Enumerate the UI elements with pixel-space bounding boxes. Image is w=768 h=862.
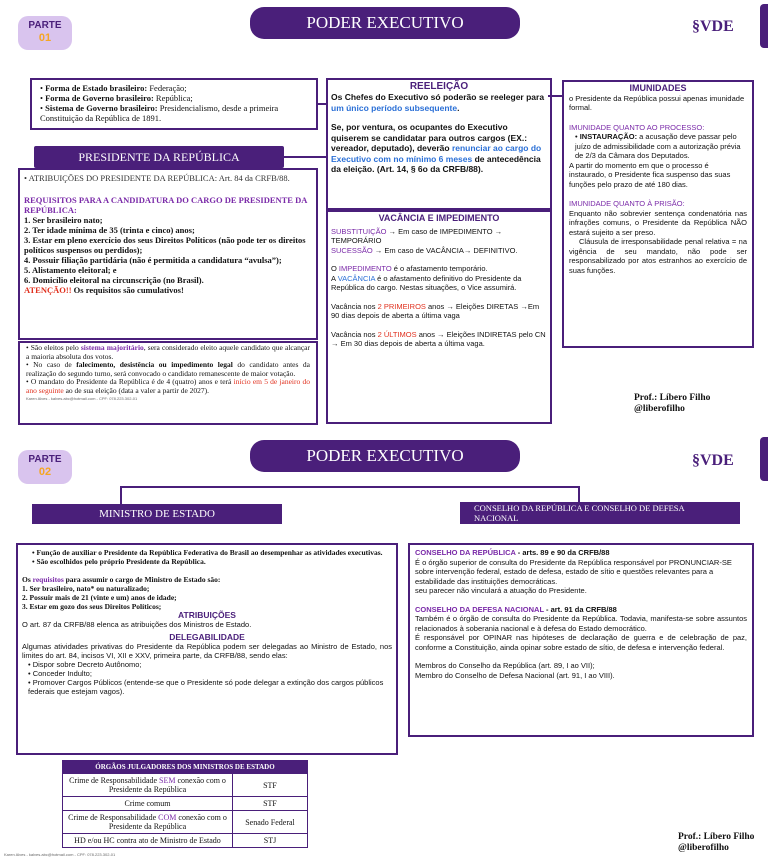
requirements-list [24, 215, 312, 285]
table-cell: STF [233, 774, 308, 797]
parte-label: PARTE [28, 454, 62, 465]
republic-council-title: CONSELHO DA REPÚBLICA - arts. 89 e 90 da CRFB/88 [415, 548, 610, 557]
list-item: • São eleitos pelo sistema majoritário, sera considerado eleito aquele candidato que alcançar a maioria absoluta dos votos. [26, 343, 310, 361]
table-cell: Crime de Responsabilidade COM conexão com o Presidente da República [63, 811, 233, 834]
table-row [63, 811, 308, 834]
table-cell: STJ [233, 834, 308, 848]
prison-immunity-text: Enquanto não sobrevier sentença condenatória nas infrações comuns, o Presidente da República NÃO estará sujeito a ser preso. [569, 208, 747, 237]
president-box [18, 168, 318, 340]
list-item: • INSTAURAÇÃO: a acusação deve passar pelo juízo de admissibilidade com a autorização prévia de 2/3 da Câmara dos Deputados. [575, 132, 741, 160]
defense-council-text: Também é o órgão de consulta do Presidente da República. Todavia, manifesta-se sobre assuntos relacionados à soberania nacional e à defesa do Estado democrático. [415, 614, 747, 633]
logo-text: VDE [700, 18, 734, 35]
parte-label: PARTE [28, 20, 62, 31]
list-item: • Promover Cargos Públicos (entende-se que o Presidente só pode delegar a extinção dos cargos públicos federais que estejam vagos). [28, 678, 384, 696]
vacancy-text: A VACÂNCIA é o afastamento definitivo do Presidente da República do cargo. Nestas situações, o Vice assumirá. [331, 273, 522, 292]
election-box [18, 341, 318, 425]
table-header-row [63, 761, 308, 774]
side-tab [760, 437, 768, 481]
connector-line [120, 486, 580, 488]
list-item: 6. Domicílio eleitoral na circunscrição (no Brasil). [24, 275, 204, 285]
parte-badge [18, 450, 72, 484]
prison-immunity-text-2: Cláusula de irresponsabilidade penal relativa = na vigência de seu mandato, não pode ser responsabilizado por atos estranhos ao exercício de suas funções. [569, 237, 747, 275]
president-title: PRESIDENTE DA REPÚBLICA [34, 146, 284, 168]
vacancy-last-years: Vacância nos 2 ÚLTIMOS anos → Eleições INDIRETAS pelo CN → Em 30 dias depois de aberta a última vaga. [331, 329, 546, 348]
list-item: • Função de auxiliar o Presidente da República Federativa do Brasil ao desempenhar as atividades executivas. [32, 548, 383, 557]
delegability-text: Algumas atividades privativas do Presidente da República podem ser delegadas ao Ministro de Estado, nos limites do art. 84, incisos VI, XII e XXV, primeira parte, da CRFB/88, sendo elas: [22, 642, 392, 660]
brand-logo [692, 452, 734, 470]
delegability-title: DELEGABILIDADE [169, 632, 245, 642]
author-signature [634, 393, 710, 415]
list-item: • Forma de Governo brasileiro: República; [40, 93, 193, 103]
minister-title: MINISTRO DE ESTADO [32, 504, 282, 524]
attributions-title: ATRIBUIÇÕES [178, 610, 236, 620]
delegability-list [22, 660, 392, 696]
logo-text: VDE [700, 452, 734, 469]
attention-note: ATENÇÃO!! Os requisitos são cumulativos! [24, 285, 184, 295]
reelection-box [326, 78, 552, 210]
author-name: Prof.: Líbero Filho [634, 393, 711, 403]
watermark: Karen Alves - kalves.abc@hotmail.com - CPF: 078.223.302-01 [4, 852, 116, 857]
table-row [63, 797, 308, 811]
connector-line [318, 103, 326, 105]
reelection-text-2: Se, por ventura, os ocupantes do Executivo quiserem se candidatar para outros cargos (EX.: vereador, deputado), deverão renunciar ao cargo do Executivo com no mínimo 6 meses de antecedência da eleição. (Art. 14, § 6o da CRFB/88). [331, 122, 542, 174]
reelection-text: Os Chefes do Executivo só poderão se reeleger para um único período subsequente. [331, 92, 545, 113]
author-handle: @liberofilho [678, 843, 729, 853]
table-cell: STF [233, 797, 308, 811]
leaf-icon: § [692, 452, 700, 469]
judging-table [62, 760, 308, 848]
republic-council-text-2: seu parecer não vinculará a atuação do Presidente. [415, 586, 587, 595]
page-title: PODER EXECUTIVO [250, 7, 520, 39]
members-text-2: Membro do Conselho de Defesa Nacional (art. 91, I ao VIII). [415, 670, 615, 680]
list-item: • No caso de falecimento, desistência ou impedimento legal do candidato antes da realização do segundo turno, será convocado o candidato remanescente de maior votação. [26, 360, 310, 378]
list-item: • Dispor sobre Decreto Autônomo; [28, 660, 142, 669]
succession-text: SUCESSÃO → Em caso de VACÂNCIA→ DEFINITIVO. [331, 245, 518, 255]
minister-requirements: Os requisitos para assumir o cargo de Ministro de Estado são: [22, 575, 221, 584]
vacancy-title: VACÂNCIA E IMPEDIMENTO [378, 213, 500, 223]
list-item: • São escolhidos pelo próprio Presidente da República. [32, 557, 206, 566]
table-cell: Crime comum [63, 797, 233, 811]
parte-number: 01 [38, 32, 52, 44]
author-handle: @liberofilho [634, 404, 685, 414]
list-item: 2. Ter idade mínima de 35 (trinta e cinco) anos; [24, 225, 195, 235]
council-box [408, 543, 754, 737]
substitution-text: SUBSTITUIÇÃO → Em caso de IMPEDIMENTO → TEMPORÁRIO [331, 226, 503, 245]
process-immunity-title: IMUNIDADE QUANTO AO PROCESSO: [569, 122, 705, 132]
list-item: • Forma de Estado brasileiro: Federação; [40, 83, 187, 93]
side-tab [760, 4, 768, 48]
leaf-icon: § [692, 18, 700, 35]
list-item: 3. Estar em gozo dos seus Direitos Políticos; [22, 602, 162, 611]
list-item: • O mandato do Presidente da República é de 4 (quatro) anos e terá início em 5 de janeiro do ano seguinte ao de sua eleição (data a valer a partir de 2027). [26, 377, 310, 395]
table-row [63, 774, 308, 797]
table-row [63, 834, 308, 848]
connector-line [578, 486, 580, 502]
author-signature [678, 832, 754, 854]
republic-council-text: É o órgão superior de consulta do Presidente da República responsável por PRONUNCIAR-SE sobre intervenção federal, estado de defesa, estado de sítio e questões relevantes para a estabilidade das instituições democráticas. [415, 557, 732, 586]
defense-council-title: CONSELHO DA DEFESA NACIONAL - art. 91 da CRFB/88 [415, 604, 617, 614]
list-item: 2. Possuir mais de 21 (vinte e um) anos de idade; [22, 593, 177, 602]
table-title: ÓRGÃOS JULGADORES DOS MINISTROS DE ESTADO [63, 761, 308, 774]
brand-logo [692, 18, 734, 36]
defense-council-text-2: É responsável por OPINAR nas hipóteses de declaração de guerra e de celebração de paz, conforme a Constituição, ainda opinar sobre estado de sítio, de defesa e intervenção federal. [415, 633, 747, 652]
author-name: Prof.: Líbero Filho [678, 832, 755, 842]
attrib-text: • ATRIBUIÇÕES DO PRESIDENTE DA REPÚBLICA: Art. 84 da CRFB/88. [24, 173, 290, 183]
list-item: 3. Estar em pleno exercício dos seus Direitos Políticos (não pode ter os direitos políticos suspensos ou perdidos); [24, 235, 306, 255]
reelection-title: REELEIÇÃO [409, 81, 469, 92]
prison-immunity-title: IMUNIDADE QUANTO À PRISÃO: [569, 199, 685, 208]
attributions-text: O art. 87 da CRFB/88 elenca as atribuições dos Ministros de Estado. [22, 620, 252, 629]
immunities-text: o Presidente da República possui apenas imunidade formal. [569, 93, 745, 112]
minister-box [16, 543, 398, 755]
list-item: 1. Ser brasileiro, nato* ou naturalizado; [22, 584, 150, 593]
members-text: Membros do Conselho da República (art. 89, I ao VII); [415, 661, 595, 670]
arrow-line [548, 95, 562, 97]
list-item: 4. Possuir filiação partidária (não é permitida a candidatura “avulsa”); [24, 255, 282, 265]
list-item: 5. Alistamento eleitoral; e [24, 265, 117, 275]
list-item: • Sistema de Governo brasileiro: Presidencialismo, desde a primeira Constituição da República de 1891. [40, 103, 279, 123]
council-title: CONSELHO DA REPÚBLICA E CONSELHO DE DEFESA NACIONAL [460, 502, 740, 524]
vacancy-box [326, 210, 552, 424]
list-item: 1. Ser brasileiro nato; [24, 215, 103, 225]
requirements-title: REQUISITOS PARA A CANDIDATURA DO CARGO DE PRESIDENTE DA REPÚBLICA: [24, 195, 307, 215]
forms-box [30, 78, 318, 130]
page-title: PODER EXECUTIVO [250, 440, 520, 472]
table-cell: Senado Federal [233, 811, 308, 834]
vacancy-first-years: Vacância nos 2 PRIMEIROS anos → Eleições DIRETAS →Em 90 dias depois de aberta a última vaga [331, 301, 540, 320]
table-cell: Crime de Responsabilidade SEM conexão com o Presidente da República [63, 774, 233, 797]
connector-line [120, 486, 122, 504]
list-item: • Conceder Indulto; [28, 669, 92, 678]
process-immunity-text: A partir do momento em que o processo é instaurado, o Presidente fica suspenso das suas funções pelo prazo de até 180 dias. [569, 160, 731, 189]
impediment-text: O IMPEDIMENTO é o afastamento temporário. [331, 264, 488, 273]
immunities-box [562, 80, 754, 348]
parte-badge [18, 16, 72, 50]
watermark: Karen Alves - kalves.abc@hotmail.com - CPF: 078.223.302-01 [26, 396, 138, 401]
immunities-title: IMUNIDADES [629, 83, 687, 93]
table-cell: HD e/ou HC contra ato de Ministro de Estado [63, 834, 233, 848]
parte-number: 02 [38, 466, 52, 478]
